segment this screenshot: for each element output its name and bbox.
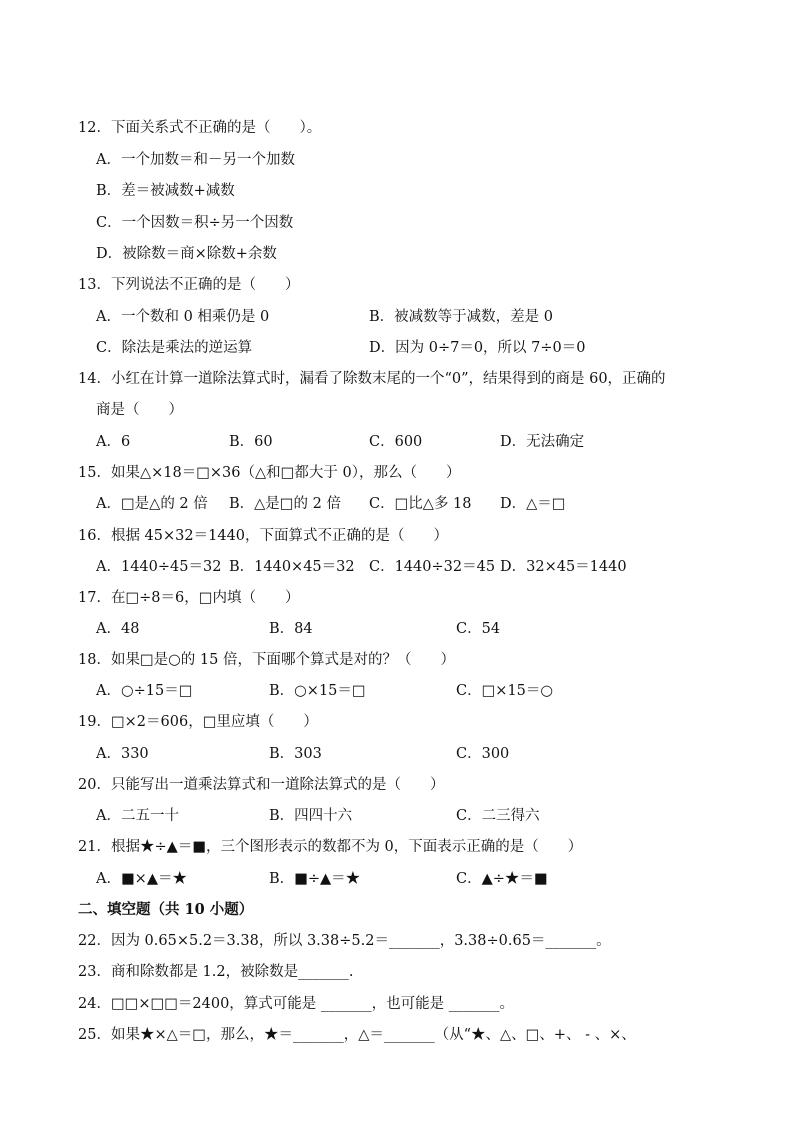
option-b[interactable]: B．△是□的 2 倍 xyxy=(229,496,341,512)
question-stem: □×2＝606，□里应填（ ） xyxy=(110,714,318,730)
option-c[interactable]: C．□比△多 18 xyxy=(369,496,472,512)
option-c[interactable]: C．54 xyxy=(456,621,501,637)
question-stem: 下面关系式不正确的是（ ）。 xyxy=(110,120,322,136)
option-c[interactable]: C．300 xyxy=(456,746,510,762)
question-20 xyxy=(78,775,444,795)
question-number: 14． xyxy=(78,371,111,387)
question-stem: 根据★÷▲＝■，三个图形表示的数都不为 0，下面表示正确的是（ ） xyxy=(110,839,583,855)
question-18 xyxy=(78,650,455,670)
option-b[interactable]: B．四四十六 xyxy=(269,808,353,824)
option-a[interactable]: A．6 xyxy=(96,434,131,450)
option-b[interactable]: B．303 xyxy=(269,746,322,762)
question-number: 21． xyxy=(78,839,111,855)
option-d[interactable]: D．被除数＝商×除数+余数 xyxy=(96,246,277,262)
question-22 xyxy=(78,931,611,951)
option-c[interactable]: C．1440÷32＝45 xyxy=(369,559,496,575)
option-a[interactable]: A．48 xyxy=(96,621,140,637)
option-a[interactable]: A．■×▲＝★ xyxy=(96,871,187,887)
option-c[interactable]: C．600 xyxy=(369,434,423,450)
question-number: 17． xyxy=(78,590,111,606)
question-15 xyxy=(78,463,460,483)
question-stem: 如果□是○的 15 倍，下面哪个算式是对的？（ ） xyxy=(110,652,455,668)
question-stem-continued: 商是（ ） xyxy=(96,402,183,418)
question-stem: 如果△×18＝□×36（△和□都大于 0），那么（ ） xyxy=(110,465,461,481)
option-b[interactable]: B．84 xyxy=(269,621,313,637)
option-a[interactable]: A．一个加数＝和－另一个加数 xyxy=(96,152,295,168)
question-16 xyxy=(78,526,448,546)
option-b[interactable]: B．○×15＝□ xyxy=(269,683,366,699)
question-stem: 小红在计算一道除法算式时，漏看了除数末尾的一个“0”，结果得到的商是 60，正确的 xyxy=(110,371,666,387)
question-number: 16． xyxy=(78,528,111,544)
question-number: 15． xyxy=(78,465,111,481)
question-12 xyxy=(78,118,321,138)
question-number: 18． xyxy=(78,652,111,668)
option-a[interactable]: A．一个数和 0 相乘仍是 0 xyxy=(96,309,270,325)
question-25 xyxy=(78,1025,636,1045)
option-a[interactable]: A．○÷15＝□ xyxy=(96,683,193,699)
option-b[interactable]: B．1440×45＝32 xyxy=(229,559,355,575)
option-d[interactable]: D．△＝□ xyxy=(500,496,566,512)
question-number: 22． xyxy=(78,933,111,949)
question-stem: 下列说法不正确的是（ ） xyxy=(110,277,300,293)
option-b[interactable]: B．被减数等于减数，差是 0 xyxy=(369,309,553,325)
question-number: 13． xyxy=(78,277,111,293)
question-number: 23． xyxy=(78,964,111,980)
option-c[interactable]: C．一个因数＝积÷另一个因数 xyxy=(96,215,294,231)
option-c[interactable]: C．▲÷★＝■ xyxy=(456,871,548,887)
question-number: 25． xyxy=(78,1027,111,1043)
question-number: 20． xyxy=(78,777,111,793)
question-text: 商和除数都是 1.2，被除数是_______. xyxy=(110,964,354,980)
option-a[interactable]: A．1440÷45＝32 xyxy=(96,559,222,575)
option-d[interactable]: D．因为 0÷7＝0，所以 7÷0＝0 xyxy=(369,340,586,356)
question-text: 因为 0.65×5.2＝3.38，所以 3.38÷5.2＝_______，3.38÷0.65＝_______。 xyxy=(110,933,611,949)
question-number: 19． xyxy=(78,714,111,730)
question-text: □□×□□＝2400，算式可能是 _______，也可能是 _______。 xyxy=(110,996,515,1012)
question-24 xyxy=(78,994,514,1014)
option-c[interactable]: C．二三得六 xyxy=(456,808,540,824)
question-13 xyxy=(78,275,299,295)
option-b[interactable]: B．60 xyxy=(229,434,273,450)
question-19 xyxy=(78,712,318,732)
option-c[interactable]: C．□×15＝○ xyxy=(456,683,554,699)
section-title: 二、填空题（共 10 小题） xyxy=(78,901,254,918)
option-b[interactable]: B．■÷▲＝★ xyxy=(269,871,361,887)
question-text: 如果★×△＝□，那么，★＝_______，△＝_______（从“★、△、□、+、 - 、×、 xyxy=(110,1027,636,1043)
question-number: 12． xyxy=(78,120,111,136)
option-a[interactable]: A．330 xyxy=(96,746,149,762)
question-21 xyxy=(78,837,582,857)
question-17 xyxy=(78,588,299,608)
question-14 xyxy=(78,369,666,389)
option-b[interactable]: B．差＝被减数+减数 xyxy=(96,183,235,199)
question-stem: 根据 45×32＝1440，下面算式不正确的是（ ） xyxy=(110,528,449,544)
option-c[interactable]: C．除法是乘法的逆运算 xyxy=(96,340,253,356)
option-d[interactable]: D．无法确定 xyxy=(500,434,585,450)
question-stem: 在□÷8＝6，□内填（ ） xyxy=(110,590,300,606)
option-d[interactable]: D．32×45＝1440 xyxy=(500,559,627,575)
question-23 xyxy=(78,962,353,982)
option-a[interactable]: A．二五一十 xyxy=(96,808,179,824)
question-stem: 只能写出一道乘法算式和一道除法算式的是（ ） xyxy=(110,777,445,793)
question-number: 24． xyxy=(78,996,111,1012)
option-a[interactable]: A．□是△的 2 倍 xyxy=(96,496,208,512)
